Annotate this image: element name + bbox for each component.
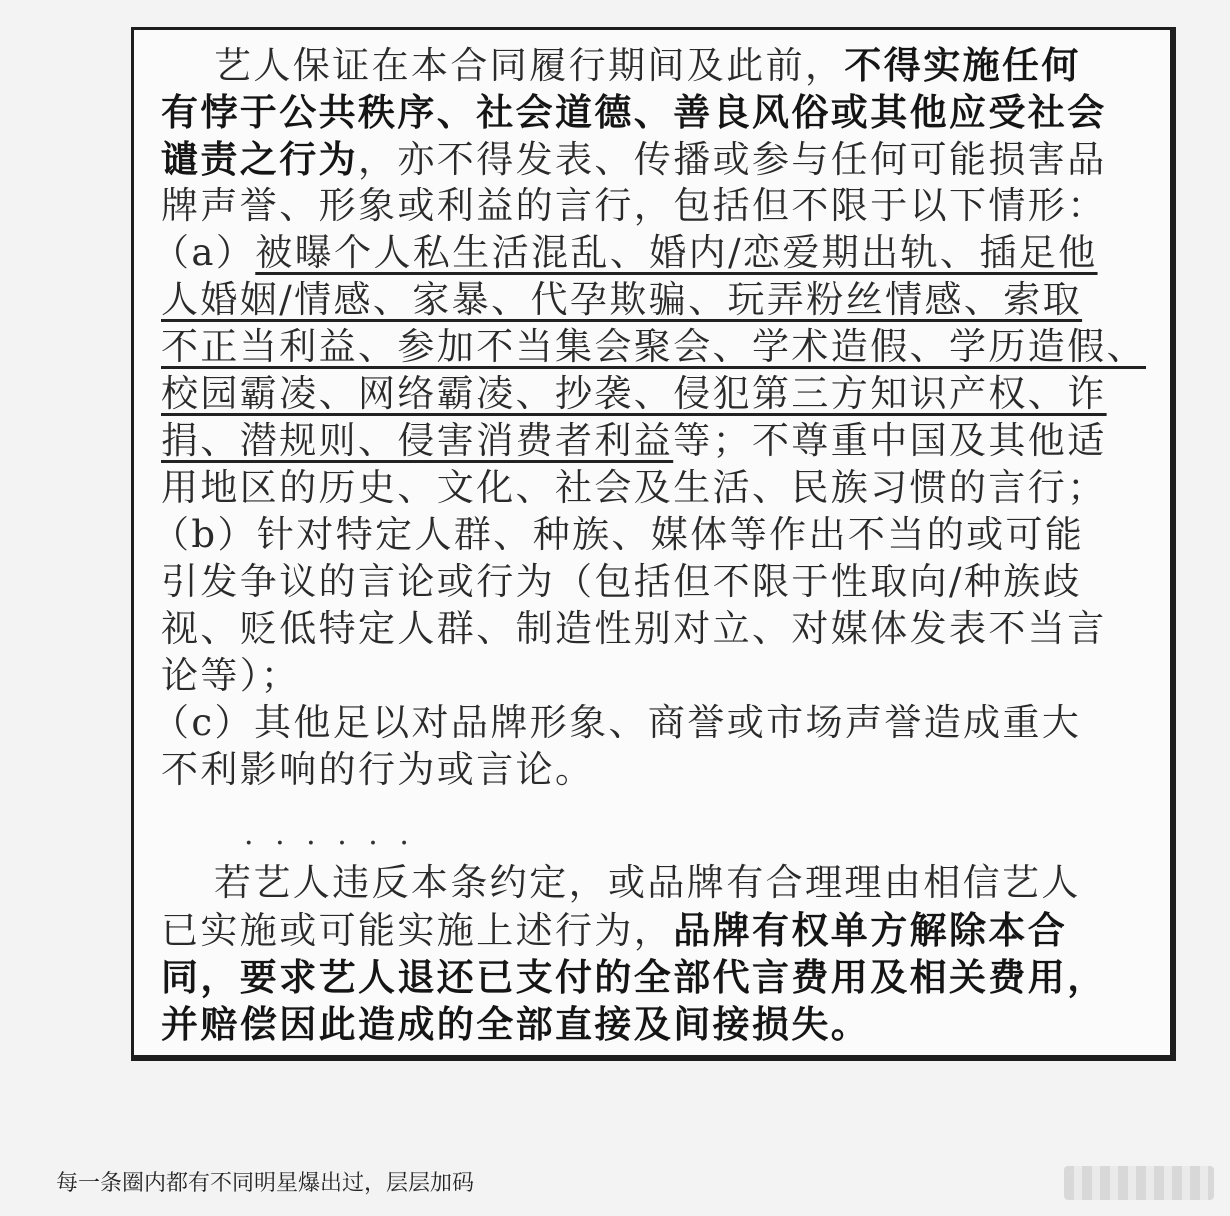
item-b-line-4: 论等）； [161, 654, 301, 697]
post-caption: 每一条圈内都有不同明星爆出过，层层加码 [56, 1171, 475, 1196]
item-b-line-3: 视、贬低特定人群、制造性别对立、对媒体发表不当言 [161, 607, 1107, 650]
blurred-watermark [1064, 1166, 1214, 1200]
closing-line-1: 若艺人违反本条约定，或品牌有合理理由相信艺人 [214, 861, 1081, 904]
item-a-line-2: 人婚姻/情感、家暴、代孕欺骗、玩弄粉丝情感、索取 [161, 278, 1083, 321]
item-c-line-2: 不利影响的行为或言论。 [161, 748, 595, 791]
text-line-2: 有悖于公共秩序、社会道德、善良风俗或其他应受社会 [161, 90, 1107, 134]
item-a-line-6: 用地区的历史、文化、社会及生活、民族习惯的言行； [161, 466, 1107, 509]
item-a-line-4: 校园霸凌、网络霸凌、抄袭、侵犯第三方知识产权、诈 [161, 372, 1107, 415]
item-b-line-1: （b）针对特定人群、种族、媒体等作出不当的或可能 [152, 513, 1085, 556]
item-c-line-1: （c）其他足以对品牌形象、商誉或市场声誉造成重大 [152, 701, 1082, 744]
item-b-line-2: 引发争议的言论或行为（包括但不限于性取向/种族歧 [161, 560, 1083, 603]
ellipsis: · · · · · · [244, 826, 415, 861]
closing-line-4: 并赔偿因此造成的全部直接及间接损失。 [161, 1002, 871, 1046]
text-line-4: 牌声誉、形象或利益的言行，包括但不限于以下情形： [161, 184, 1107, 227]
closing-line-3: 同，要求艺人退还已支付的全部代言费用及相关费用， [161, 955, 1107, 999]
item-a-line-1: （a）被曝个人私生活混乱、婚内/恋爱期出轨、插足他 [152, 231, 1098, 274]
closing-line-2: 已实施或可能实施上述行为，品牌有权单方解除本合 [161, 908, 1068, 952]
contract-excerpt [131, 27, 1176, 1061]
text-line-1: 艺人保证在本合同履行期间及此前，不得实施任何 [214, 43, 1081, 87]
item-a-line-3: 不正当利益、参加不当集会聚会、学术造假、学历造假、 [161, 325, 1146, 368]
text-line-3: 谴责之行为，亦不得发表、传播或参与任何可能损害品 [161, 137, 1107, 181]
item-a-line-5: 捐、潜规则、侵害消费者利益等；不尊重中国及其他适 [161, 419, 1107, 462]
